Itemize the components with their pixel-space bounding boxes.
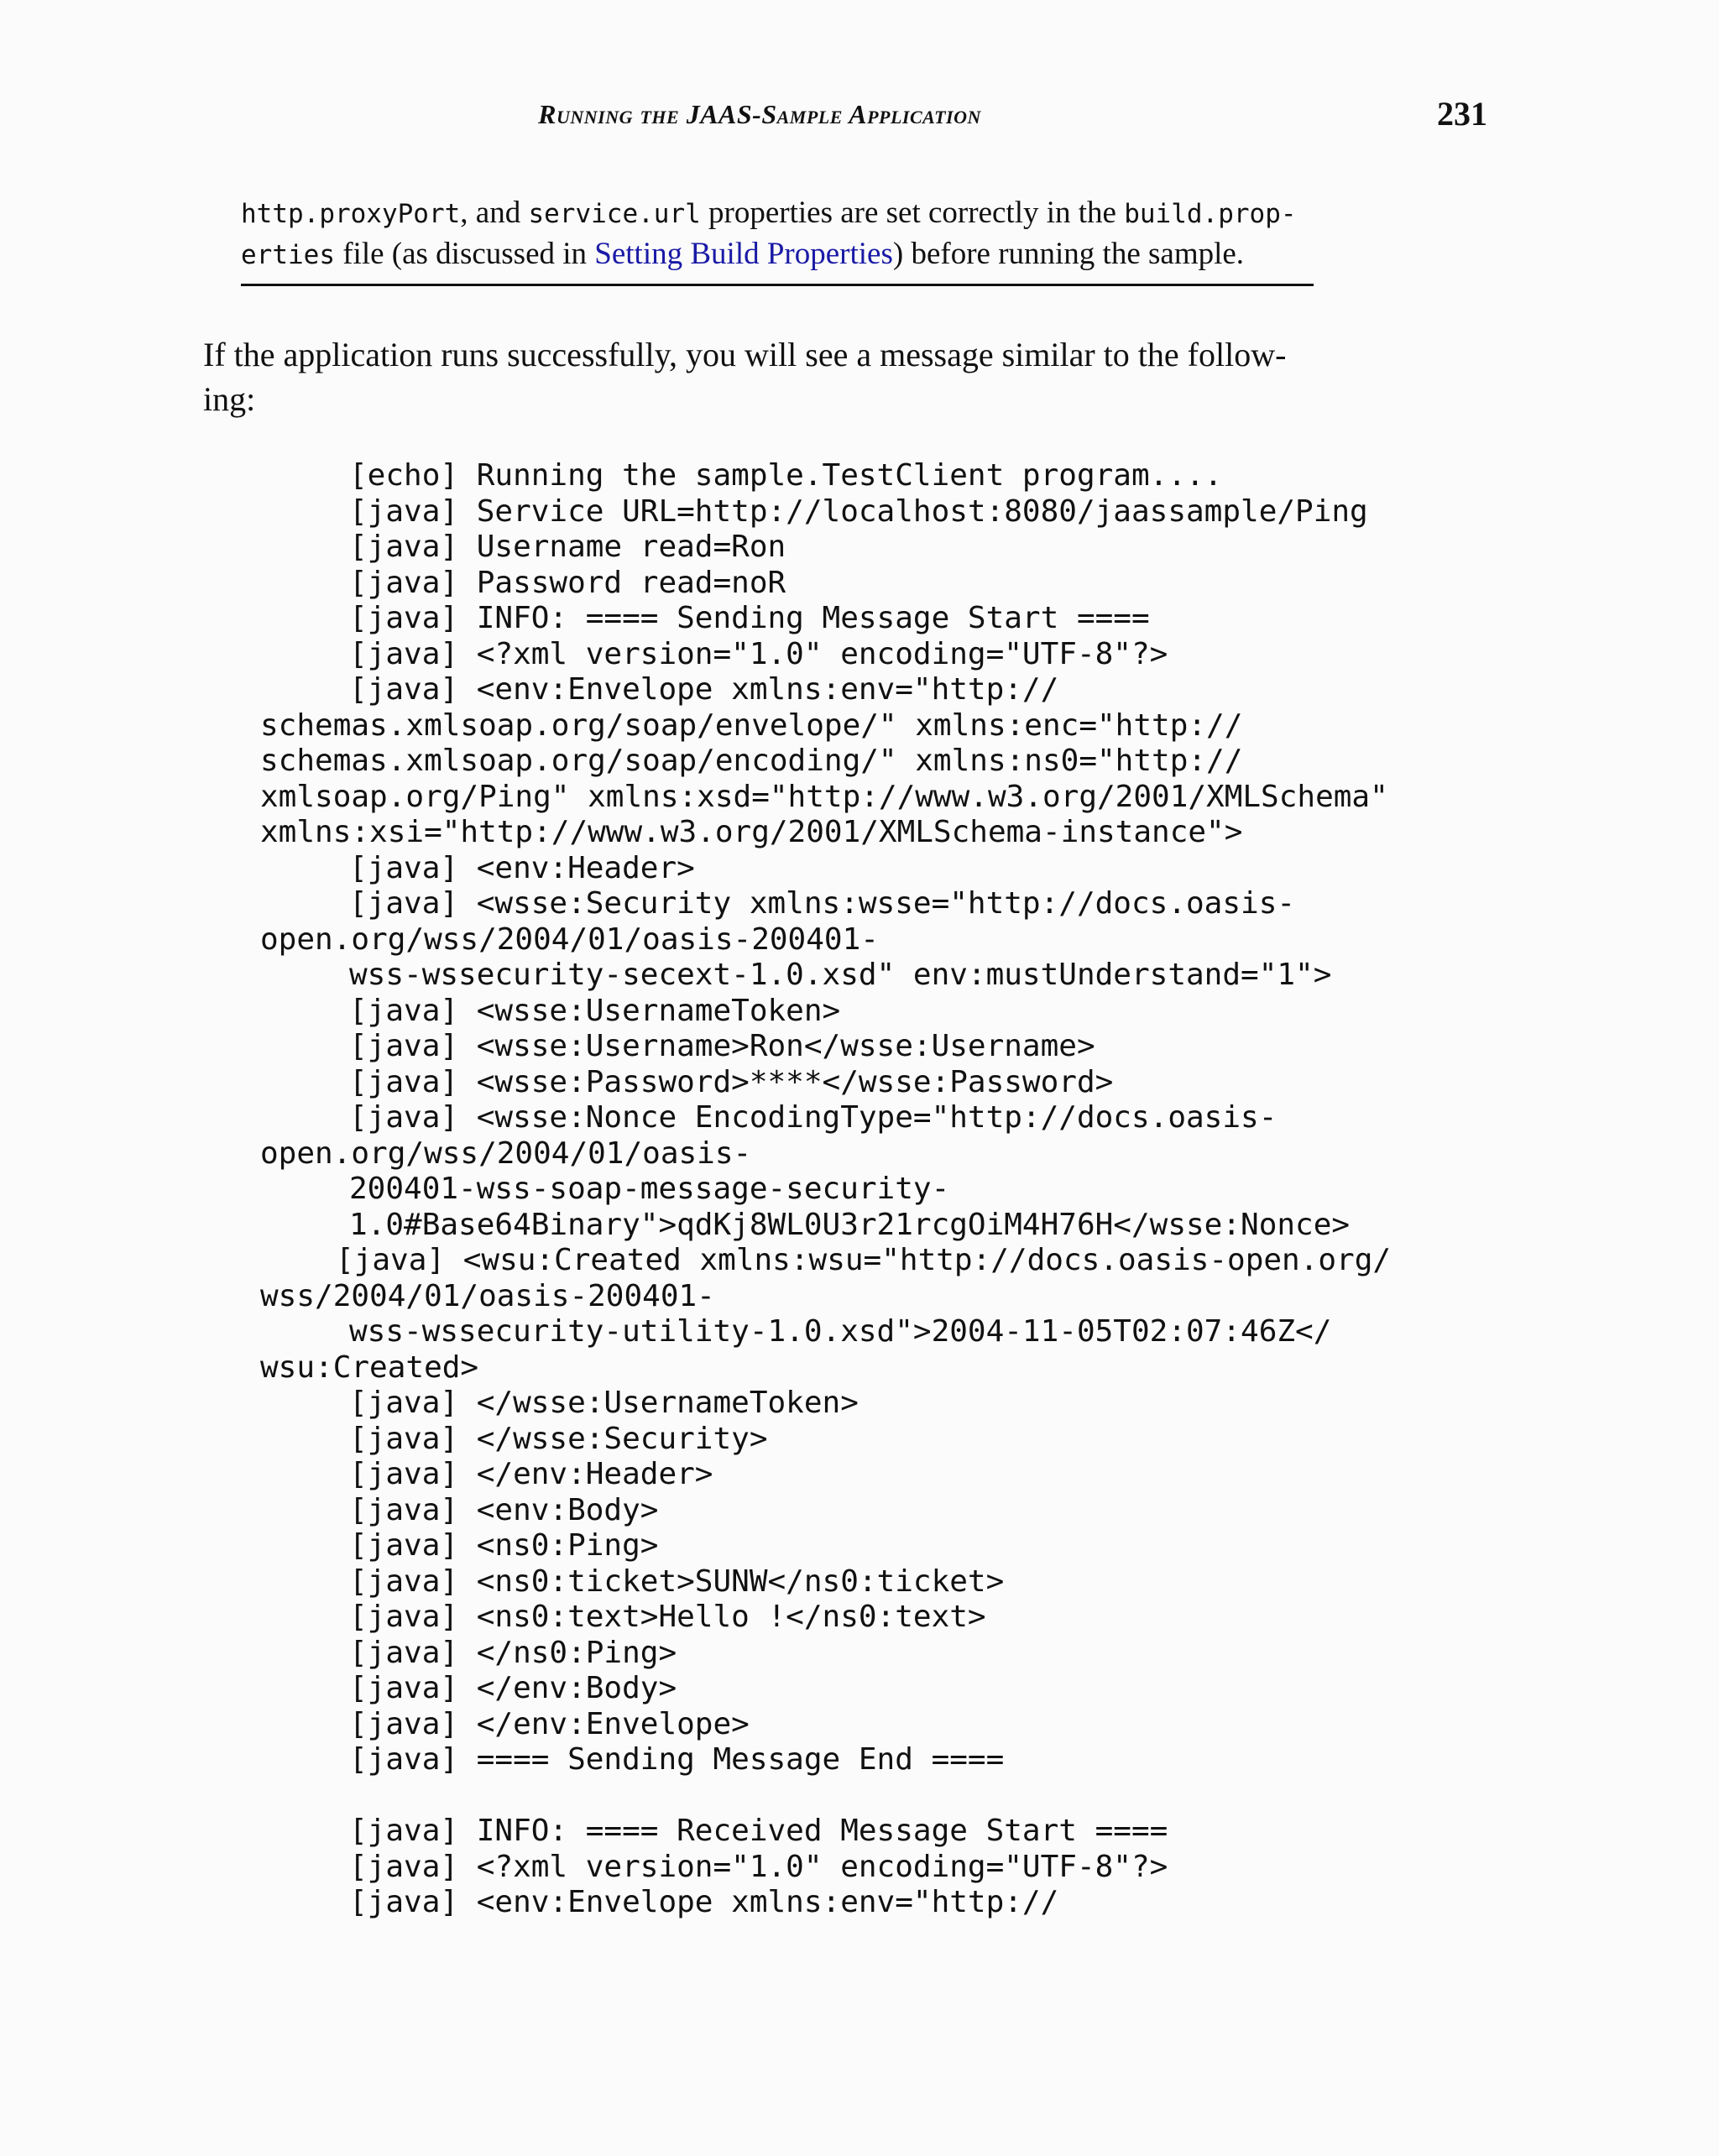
code-line: [java] <env:Header> [349,850,695,885]
code-line: wsu:Created> [260,1349,479,1385]
page-number: 231 [1437,95,1487,133]
note-text: ) before running the sample. [892,237,1245,271]
inline-code: service.url [528,199,701,229]
note-block [241,193,1315,275]
code-line: [java] INFO: ==== Received Message Start ==== [349,1814,1168,1848]
paragraph-line-1: If the application runs successfully, you will see a message similar to the follow- [203,336,1287,373]
code-line: [java] <ns0:text>Hello !</ns0:text> [349,1600,986,1634]
code-line: [java] </wsse:Security> [349,1421,768,1456]
note-text: , and [460,196,529,230]
code-line: [java] </env:Envelope> [349,1706,750,1741]
code-line: wss-wssecurity-utility-1.0.xsd">2004-11-05T02:07:46Z</ [349,1314,1332,1349]
running-header-title: Running the JAAS-Sample Application [538,99,981,129]
code-line: [java] <env:Envelope xmlns:env="http:// [349,672,1059,707]
code-line: open.org/wss/2004/01/oasis- [260,1135,752,1171]
code-line: schemas.xmlsoap.org/soap/encoding/" xmlns:ns0="http:// [260,744,1243,778]
code-line: [java] Username read=Ron [349,530,786,564]
code-line: [java] <ns0:Ping> [349,1528,659,1563]
code-line: xmlsoap.org/Ping" xmlns:xsd="http://www.w3.org/2001/XMLSchema" [260,779,1388,814]
note-line-2 [241,234,1315,275]
inline-code: erties [241,240,335,270]
inline-code: build.prop- [1124,199,1297,229]
code-line: [java] <env:Envelope xmlns:env="http:// [349,1885,1059,1919]
note-text: file (as discussed in [334,237,595,271]
code-line: [java] </ns0:Ping> [349,1635,677,1670]
code-line: wss-wssecurity-secext-1.0.xsd" env:mustUnderstand="1"> [349,958,1332,992]
code-line: 1.0#Base64Binary">qdKj8WL0U3r21rcgOiM4H76H</wsse:Nonce> [349,1207,1351,1242]
code-line: xmlns:xsi="http://www.w3.org/2001/XMLSchema-instance"> [260,815,1243,849]
code-line: [echo] Running the sample.TestClient program.... [349,458,1223,493]
note-divider [241,284,1314,286]
code-line: [java] INFO: ==== Sending Message Start ==== [349,601,1150,635]
code-line: [java] <ns0:ticket>SUNW</ns0:ticket> [349,1563,1005,1599]
code-line: 200401-wss-soap-message-security- [349,1172,950,1206]
code-line: [java] <wsse:Security xmlns:wsse="http://docs.oasis- [349,886,1296,921]
code-line: [java] <wsse:UsernameToken> [349,993,841,1028]
code-line: [java] <?xml version="1.0" encoding="UTF-8"?> [349,1849,1168,1884]
paragraph-line-2: ing: [203,380,256,418]
code-line: [java] </env:Header> [349,1457,713,1491]
code-line: [java] Service URL=http://localhost:8080/jaassample/Ping [349,493,1368,529]
code-line: schemas.xmlsoap.org/soap/envelope/" xmlns:enc="http:// [260,707,1243,743]
code-line: [java] </env:Body> [349,1671,677,1705]
setting-build-properties-link[interactable]: Setting Build Properties [594,237,893,271]
code-line: [java] </wsse:UsernameToken> [349,1386,859,1420]
code-line: [java] <wsse:Password>****</wsse:Password> [349,1064,1114,1099]
code-line: [java] <wsu:Created xmlns:wsu="http://docs.oasis-open.org/ [336,1243,1392,1277]
code-listing [0,458,1719,1921]
body-paragraph [203,332,1378,421]
inline-code: http.proxyPort [241,199,461,229]
code-line: open.org/wss/2004/01/oasis-200401- [260,921,879,957]
code-line: wss/2004/01/oasis-200401- [260,1278,715,1313]
note-line-1 [241,193,1315,234]
code-line: [java] <wsse:Username>Ron</wsse:Username> [349,1029,1095,1063]
note-text: properties are set correctly in the [700,196,1125,230]
code-line: [java] <env:Body> [349,1492,659,1527]
code-blank-line [0,1778,1719,1814]
code-line: [java] <?xml version="1.0" encoding="UTF-8"?> [349,636,1168,671]
code-line: [java] ==== Sending Message End ==== [349,1742,1005,1777]
code-line: [java] <wsse:Nonce EncodingType="http://docs.oasis- [349,1100,1277,1135]
code-line: [java] Password read=noR [349,565,786,600]
